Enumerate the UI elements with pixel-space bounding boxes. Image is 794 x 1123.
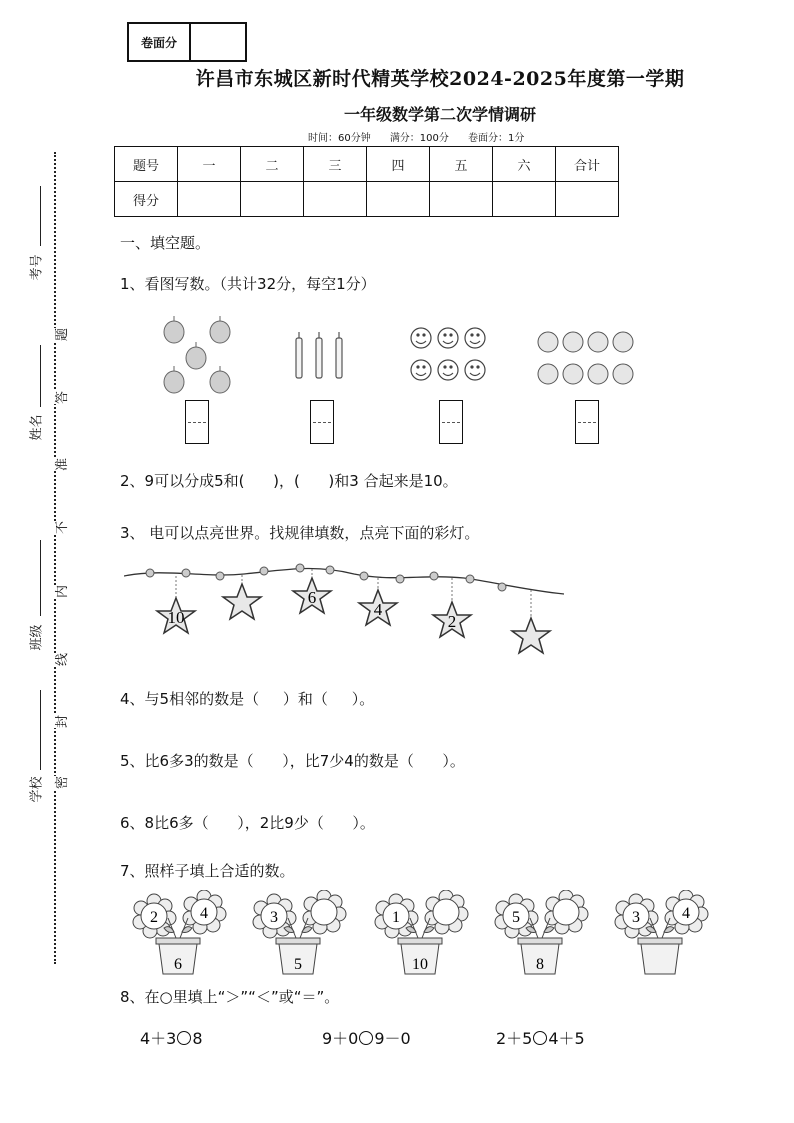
flower-left-number: 3 bbox=[270, 909, 278, 926]
q3-light-string bbox=[124, 560, 564, 660]
compare-left: 2＋5 bbox=[496, 1029, 533, 1048]
warning-char: 密 bbox=[51, 776, 70, 789]
q1-pictures bbox=[150, 312, 650, 402]
class-blank[interactable] bbox=[40, 540, 41, 616]
flower-pot bbox=[495, 890, 588, 974]
warning-char: 内 bbox=[51, 585, 70, 598]
q1-answer-box-sticks[interactable] bbox=[310, 400, 334, 444]
q1-answer-box-smileys[interactable] bbox=[439, 400, 463, 444]
flower-right-number: 4 bbox=[682, 905, 690, 922]
compare-circle[interactable] bbox=[359, 1031, 373, 1045]
warning-char: 线 bbox=[51, 653, 70, 666]
flower-pot bbox=[253, 890, 346, 974]
neatness-score-field[interactable] bbox=[191, 24, 245, 60]
compare-right: 9－0 bbox=[374, 1029, 411, 1048]
neatness-score-label: 卷面分 bbox=[129, 24, 191, 60]
compare-right: 8 bbox=[192, 1029, 203, 1048]
star-number: 4 bbox=[373, 600, 383, 619]
q7-flower-pots bbox=[128, 890, 728, 980]
flower-pot bbox=[615, 890, 708, 974]
meta-full-score: 满分：100分 bbox=[389, 133, 449, 144]
score-cell[interactable] bbox=[367, 182, 430, 217]
question-3: 3、 电可以点亮世界。找规律填数，点亮下面的彩灯。 bbox=[120, 524, 480, 542]
pot-number: 10 bbox=[412, 956, 428, 973]
lantern-icon bbox=[164, 316, 230, 393]
score-table-score-row bbox=[115, 182, 619, 217]
header-cell-3: 三 bbox=[304, 147, 367, 182]
warning-char: 准 bbox=[51, 458, 70, 471]
score-cell[interactable] bbox=[304, 182, 367, 217]
flower-left-number: 1 bbox=[392, 909, 400, 926]
flower-left-number: 2 bbox=[150, 909, 158, 926]
question-8: 8、在○里填上“＞”“＜”或“＝”。 bbox=[120, 988, 340, 1006]
header-cell-label: 题号 bbox=[115, 147, 178, 182]
warning-char: 封 bbox=[51, 715, 70, 728]
flower-right-number: 4 bbox=[200, 905, 208, 922]
star-icon bbox=[512, 618, 550, 653]
header-cell-total: 合计 bbox=[556, 147, 619, 182]
warning-char: 题 bbox=[51, 328, 70, 341]
pot-number: 5 bbox=[294, 956, 302, 973]
meta-time: 时间：60分钟 bbox=[308, 133, 371, 144]
pot-number: 8 bbox=[536, 956, 544, 973]
compare-item bbox=[140, 1026, 203, 1049]
question-2: 2、9可以分成5和( )，( )和3 合起来是10。 bbox=[120, 472, 458, 490]
star-icon bbox=[223, 584, 261, 619]
question-6: 6、8比6多（ ），2比9少（ ）。 bbox=[120, 814, 375, 832]
star-number: 2 bbox=[447, 612, 457, 631]
pot-number: 6 bbox=[174, 956, 182, 973]
exam-subtitle: 一年级数学第二次学情调研 bbox=[343, 105, 536, 124]
score-row-label: 得分 bbox=[115, 182, 178, 217]
flower-left-number: 3 bbox=[632, 909, 640, 926]
question-7: 7、照样子填上合适的数。 bbox=[120, 862, 295, 880]
meta-neatness: 卷面分：1分 bbox=[467, 133, 525, 144]
name-label: 姓名 bbox=[29, 414, 45, 441]
compare-circle[interactable] bbox=[177, 1031, 191, 1045]
score-cell[interactable] bbox=[241, 182, 304, 217]
compare-right: 4＋5 bbox=[548, 1029, 585, 1048]
header-cell-6: 六 bbox=[493, 147, 556, 182]
question-4: 4、与5相邻的数是（ ）和（ ）。 bbox=[120, 690, 375, 708]
stick-icon bbox=[296, 332, 342, 378]
compare-left: 9＋0 bbox=[322, 1029, 359, 1048]
warning-char: 不 bbox=[51, 521, 70, 534]
warning-char: 答 bbox=[51, 391, 70, 404]
question-5: 5、比6多3的数是（ ），比7少4的数是（ ）。 bbox=[120, 752, 465, 770]
peach-icon bbox=[538, 332, 633, 384]
flower-left-number: 5 bbox=[512, 909, 520, 926]
q1-answer-box-peaches[interactable] bbox=[575, 400, 599, 444]
exam-no-blank[interactable] bbox=[40, 186, 41, 246]
exam-meta bbox=[308, 129, 524, 144]
name-blank[interactable] bbox=[40, 345, 41, 407]
score-cell[interactable] bbox=[178, 182, 241, 217]
section-1-title: 一、填空题。 bbox=[120, 234, 211, 252]
compare-circle[interactable] bbox=[533, 1031, 547, 1045]
score-table bbox=[114, 146, 619, 217]
header-cell-5: 五 bbox=[430, 147, 493, 182]
header-cell-1: 一 bbox=[178, 147, 241, 182]
compare-item bbox=[496, 1026, 585, 1049]
flower-pot bbox=[375, 890, 468, 974]
star-number: 10 bbox=[167, 608, 185, 627]
exam-no-label: 考号 bbox=[29, 254, 45, 281]
header-cell-4: 四 bbox=[367, 147, 430, 182]
exam-title: 许昌市东城区新时代精英学校2024-2025年度第一学期 bbox=[195, 68, 685, 90]
score-cell[interactable] bbox=[430, 182, 493, 217]
class-label: 班级 bbox=[29, 624, 45, 651]
neatness-score-box bbox=[127, 22, 247, 62]
star-number: 6 bbox=[307, 588, 317, 607]
q1-answer-box-lanterns[interactable] bbox=[185, 400, 209, 444]
smiley-icon bbox=[411, 328, 485, 380]
header-cell-2: 二 bbox=[241, 147, 304, 182]
score-cell[interactable] bbox=[556, 182, 619, 217]
score-table-header-row bbox=[115, 147, 619, 182]
compare-left: 4＋3 bbox=[140, 1029, 177, 1048]
school-blank[interactable] bbox=[40, 690, 41, 770]
school-label: 学校 bbox=[29, 776, 45, 803]
flower-pot bbox=[133, 890, 226, 974]
compare-item bbox=[322, 1026, 411, 1049]
score-cell[interactable] bbox=[493, 182, 556, 217]
question-1: 1、看图写数。（共计32分，每空1分） bbox=[120, 275, 376, 293]
binding-dotted-line bbox=[54, 152, 56, 964]
